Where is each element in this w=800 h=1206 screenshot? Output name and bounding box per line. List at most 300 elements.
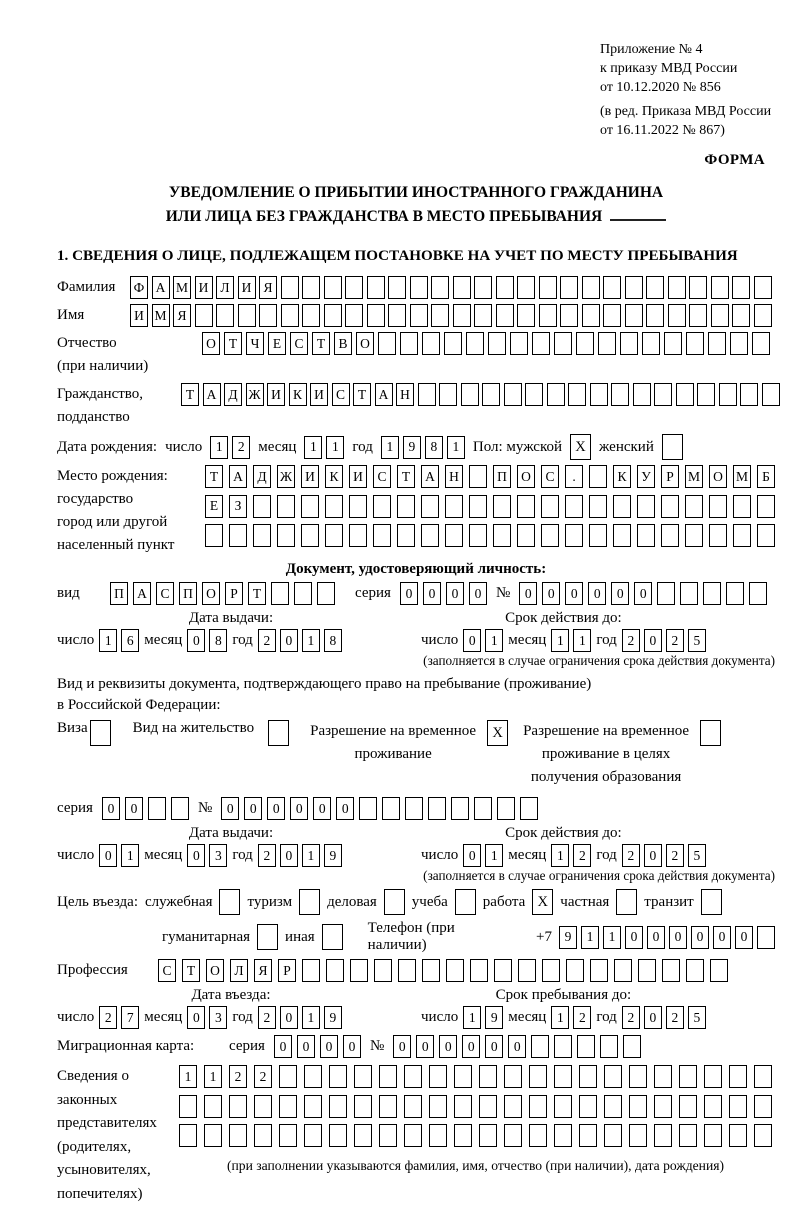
char-cell-empty [281,304,299,327]
profession-row [57,959,775,982]
form-title [57,181,775,229]
migration-number-cells [393,1035,641,1058]
char-cell-filled: 1 [302,844,320,867]
phone-label: Телефон (при наличии) [367,920,455,953]
char-cell-empty [418,383,436,406]
birth-day-cells [210,436,250,459]
purpose-opt-other-label: иная [285,928,315,945]
char-cell-filled: 1 [99,629,117,652]
char-cell-empty [304,1124,322,1147]
char-cell-empty [454,1095,472,1118]
char-cell-filled: 0 [463,629,481,652]
char-cell-empty [729,1124,747,1147]
day-label: число [421,1009,459,1025]
visa-option [57,720,111,746]
month-label: месяц [144,632,183,648]
char-cell-empty [410,304,428,327]
char-cell-empty [642,332,660,355]
char-cell-empty [646,304,664,327]
expiry-date-title: Срок действия до: [505,610,622,626]
year-label: год [596,632,617,648]
birth-year-cells [381,436,465,459]
identity-issue-group [57,610,405,652]
char-cell-empty [590,383,608,406]
char-cell-empty [271,582,289,605]
char-cell-empty [253,524,271,547]
char-cell-filled: С [332,383,350,406]
purpose-opt-transit-label: транзит [644,893,694,910]
char-cell-empty [439,383,457,406]
char-cell-empty [326,959,344,982]
doc-number-cells [519,582,767,605]
char-cell-filled: 0 [400,582,418,605]
char-cell-empty [757,926,775,949]
doc-type-label: вид [57,585,80,601]
char-cell-filled: 0 [267,797,285,820]
char-cell-empty [349,524,367,547]
char-cell-filled: С [373,465,391,488]
phone-prefix: +7 [536,928,552,945]
char-cell-filled: А [229,465,247,488]
char-cell-empty [302,959,320,982]
char-cell-empty [582,304,600,327]
char-cell-empty [638,959,656,982]
char-cell-empty [754,304,772,327]
char-cell-empty [429,1124,447,1147]
char-cell-filled: Ж [246,383,264,406]
expiry-month-cells [551,629,591,652]
char-cell-empty [754,1124,772,1147]
year-label: год [232,632,253,648]
char-cell-empty [730,332,748,355]
char-cell-empty [378,332,396,355]
sex-female-label: женский [599,438,654,455]
char-cell-empty [719,383,737,406]
migration-series-label: серия [229,1038,265,1054]
char-cell-empty [397,495,415,518]
char-cell-filled: Д [224,383,242,406]
char-cell-empty [325,524,343,547]
purpose-opt-humanitarian-label: гуманитарная [162,928,251,945]
checkbox-humanitarian [257,924,278,950]
char-cell-empty [304,1095,322,1118]
char-cell-empty [679,1095,697,1118]
issue-year-cells [258,629,342,652]
char-cell-empty [554,332,572,355]
char-cell-empty [421,495,439,518]
entry-day-cells [99,1006,139,1029]
char-cell-empty [749,582,767,605]
char-cell-empty [479,1095,497,1118]
char-cell-empty [204,1124,222,1147]
stay-year-cells [622,1006,706,1029]
char-cell-empty [229,524,247,547]
char-cell-filled: 0 [274,1035,292,1058]
char-cell-empty [532,332,550,355]
birth-month-cells [304,436,344,459]
char-cell-filled: 1 [463,1006,481,1029]
char-cell-empty [629,1124,647,1147]
char-cell-filled: И [195,276,213,299]
blank-underline [610,206,666,221]
char-cell-filled: 1 [302,629,320,652]
residence-dates [57,825,775,867]
citizenship-label: Гражданство, подданство [57,386,144,425]
char-cell-filled: 2 [254,1065,272,1088]
char-cell-empty [329,1065,347,1088]
purpose-opt-private-label: частная [560,893,610,910]
char-cell-empty [517,524,535,547]
residence-series-cells [102,797,189,820]
birth-date-row [57,434,775,460]
char-cell-empty [554,1095,572,1118]
char-cell-empty [680,582,698,605]
char-cell-filled: 0 [669,926,687,949]
char-cell-filled: 0 [691,926,709,949]
issue-month-cells [187,844,227,867]
char-cell-empty [733,524,751,547]
char-cell-empty [654,1065,672,1088]
char-cell-empty [205,524,223,547]
char-cell-empty [510,332,528,355]
expiry-note: (заполняется в случае ограничения срока действия документа) [423,868,775,883]
char-cell-filled: 8 [209,629,227,652]
char-cell-filled: П [110,582,128,605]
char-cell-filled: 2 [232,436,250,459]
char-cell-empty [410,276,428,299]
checkbox-work: X [532,889,553,915]
char-cell-filled: 0 [644,629,662,652]
char-cell-empty [294,582,312,605]
birth-place-row2 [205,495,775,518]
char-cell-filled: С [541,465,559,488]
char-cell-empty [373,495,391,518]
char-cell-empty [329,1095,347,1118]
forma-label: ФОРМА [704,152,765,168]
char-cell-empty [404,1065,422,1088]
char-cell-empty [504,1065,522,1088]
order-date-line: от 10.12.2020 № 856 [600,80,721,95]
char-cell-empty [710,959,728,982]
char-cell-empty [529,1124,547,1147]
char-cell-empty [379,1124,397,1147]
char-cell-empty [646,276,664,299]
legal-representatives-row [57,1065,775,1206]
char-cell-empty [428,797,446,820]
name-label: Имя [57,307,85,323]
char-cell-empty [539,276,557,299]
char-cell-empty [454,1124,472,1147]
char-cell-empty [517,495,535,518]
char-cell-empty [726,582,744,605]
char-cell-empty [397,524,415,547]
char-cell-empty [517,304,535,327]
year-label: год [232,1009,253,1025]
char-cell-filled: 5 [688,1006,706,1029]
char-cell-filled: А [152,276,170,299]
char-cell-empty [598,332,616,355]
char-cell-filled: И [130,304,148,327]
char-cell-empty [686,959,704,982]
char-cell-filled: 0 [125,797,143,820]
char-cell-empty [301,495,319,518]
char-cell-empty [611,383,629,406]
char-cell-empty [431,276,449,299]
char-cell-filled: 0 [462,1035,480,1058]
char-cell-empty [374,959,392,982]
char-cell-filled: И [301,465,319,488]
char-cell-empty [689,304,707,327]
citizenship-cells [181,383,780,406]
char-cell-filled: 0 [297,1035,315,1058]
char-cell-empty [539,304,557,327]
expiry-year-cells [622,844,706,867]
char-cell-filled: Ж [277,465,295,488]
char-cell-empty [301,524,319,547]
char-cell-empty [529,1065,547,1088]
doc-number-label: № [495,585,511,601]
char-cell-empty [388,304,406,327]
char-cell-empty [204,1095,222,1118]
purpose-opt-official-label: служебная [144,893,213,910]
char-cell-empty [354,1124,372,1147]
day-label: число [57,632,95,648]
entry-date-group [57,987,405,1029]
doc-series-cells [400,582,487,605]
char-cell-filled: 2 [258,629,276,652]
char-cell-filled: 1 [326,436,344,459]
expiry-day-cells [463,629,503,652]
char-cell-filled: 3 [209,1006,227,1029]
checkbox-temp-residence-edu [700,720,721,746]
migration-series-cells [274,1035,361,1058]
char-cell-filled: Т [182,959,200,982]
char-cell-empty [279,1124,297,1147]
char-cell-empty [625,276,643,299]
char-cell-empty [469,524,487,547]
char-cell-filled: 2 [622,1006,640,1029]
issue-day-cells [99,629,139,652]
amendment-line2: от 16.11.2022 № 867) [600,123,725,138]
day-label: число [421,632,459,648]
char-cell-empty [662,959,680,982]
char-cell-filled: 0 [313,797,331,820]
char-cell-filled: Т [224,332,242,355]
char-cell-filled: В [334,332,352,355]
char-cell-filled: 0 [221,797,239,820]
char-cell-filled: М [152,304,170,327]
char-cell-empty [148,797,166,820]
char-cell-empty [590,959,608,982]
char-cell-filled: 2 [99,1006,117,1029]
char-cell-filled: 0 [187,629,205,652]
char-cell-empty [579,1124,597,1147]
char-cell-filled: Е [205,495,223,518]
char-cell-filled: Б [757,465,775,488]
expiry-day-cells [463,844,503,867]
char-cell-empty [654,383,672,406]
char-cell-empty [629,1065,647,1088]
char-cell-empty [517,276,535,299]
char-cell-filled: Т [312,332,330,355]
char-cell-filled: О [517,465,535,488]
entry-year-cells [258,1006,342,1029]
char-cell-empty [685,524,703,547]
char-cell-empty [179,1124,197,1147]
month-label: месяц [508,1009,547,1025]
char-cell-empty [603,276,621,299]
char-cell-filled: 0 [644,1006,662,1029]
year-label: год [232,847,253,863]
char-cell-empty [542,959,560,982]
checkbox-official [219,889,240,915]
char-cell-empty [253,495,271,518]
birth-place-cells [205,465,775,547]
char-cell-filled: Н [445,465,463,488]
char-cell-filled: П [493,465,511,488]
char-cell-empty [504,1124,522,1147]
char-cell-filled: И [310,383,328,406]
char-cell-filled: 1 [210,436,228,459]
stay-month-cells [551,1006,591,1029]
char-cell-empty [324,276,342,299]
char-cell-empty [469,495,487,518]
char-cell-filled: 1 [447,436,465,459]
char-cell-filled: Л [216,276,234,299]
char-cell-empty [493,524,511,547]
char-cell-empty [254,1124,272,1147]
char-cell-filled: 1 [121,844,139,867]
char-cell-empty [497,797,515,820]
char-cell-empty [304,1065,322,1088]
char-cell-filled: 9 [485,1006,503,1029]
char-cell-empty [686,332,704,355]
appendix-line: Приложение № 4 [600,42,703,57]
form-title-line2: ИЛИ ЛИЦА БЕЗ ГРАЖДАНСТВА В МЕСТО ПРЕБЫВАНИЯ [57,205,775,229]
char-cell-empty [541,524,559,547]
checkbox-male: X [570,434,591,460]
char-cell-filled: 0 [343,1035,361,1058]
char-cell-empty [404,1124,422,1147]
char-cell-filled: 8 [425,436,443,459]
char-cell-filled: Ф [130,276,148,299]
char-cell-empty [754,1065,772,1088]
char-cell-filled: М [685,465,703,488]
order-line: к приказу МВД России [600,61,738,76]
char-cell-empty [603,304,621,327]
char-cell-filled: 1 [551,1006,569,1029]
char-cell-empty [620,332,638,355]
char-cell-filled: К [325,465,343,488]
char-cell-empty [494,959,512,982]
purpose-label: Цель въезда: [57,893,138,910]
surname-label: Фамилия [57,279,116,295]
residence-permit-option [133,720,289,746]
residence-number-label: № [197,800,213,816]
char-cell-filled: Р [278,959,296,982]
char-cell-filled: 0 [439,1035,457,1058]
char-cell-filled: 9 [324,844,342,867]
char-cell-empty [350,959,368,982]
char-cell-empty [704,1095,722,1118]
char-cell-filled: Т [181,383,199,406]
char-cell-empty [302,304,320,327]
char-cell-empty [388,276,406,299]
char-cell-empty [474,276,492,299]
char-cell-filled: О [709,465,727,488]
char-cell-filled: О [206,959,224,982]
checkbox-other [322,924,343,950]
year-label: год [352,438,373,455]
char-cell-empty [711,276,729,299]
stay-day-cells [463,1006,503,1029]
char-cell-filled: 1 [381,436,399,459]
char-cell-filled: 0 [463,844,481,867]
char-cell-empty [469,465,487,488]
doc-series-label: серия [355,585,391,601]
char-cell-empty [479,1124,497,1147]
char-cell-empty [520,797,538,820]
char-cell-empty [496,304,514,327]
char-cell-empty [554,1065,572,1088]
identity-doc-row [57,582,775,605]
char-cell-filled: 2 [258,844,276,867]
char-cell-filled: Я [254,959,272,982]
residence-permit-label: Вид на жительство [132,720,255,736]
char-cell-filled: У [637,465,655,488]
purpose-opt-business-label: деловая [327,893,377,910]
char-cell-empty [359,797,377,820]
char-cell-empty [531,1035,549,1058]
char-cell-empty [565,495,583,518]
char-cell-empty [496,276,514,299]
char-cell-empty [589,495,607,518]
stay-until-group [421,987,706,1029]
char-cell-empty [504,1095,522,1118]
char-cell-empty [329,1124,347,1147]
name-row [57,304,775,327]
char-cell-empty [732,276,750,299]
char-cell-filled: 0 [280,1006,298,1029]
citizenship-row [57,383,775,429]
day-label: число [165,438,203,455]
char-cell-filled: 0 [508,1035,526,1058]
char-cell-empty [229,1095,247,1118]
char-cell-empty [579,1095,597,1118]
char-cell-filled: 0 [393,1035,411,1058]
char-cell-empty [708,332,726,355]
residence-series-label: серия [57,800,93,816]
char-cell-filled: 0 [588,582,606,605]
char-cell-empty [613,524,631,547]
doc-type-cells [110,582,335,605]
char-cell-empty [604,1065,622,1088]
form-title-line1: УВЕДОМЛЕНИЕ О ПРИБЫТИИ ИНОСТРАННОГО ГРАЖДАНИНА [168,184,664,201]
char-cell-filled: 0 [187,1006,205,1029]
char-cell-filled: П [179,582,197,605]
char-cell-filled: 1 [551,629,569,652]
char-cell-empty [732,304,750,327]
char-cell-filled: Т [205,465,223,488]
char-cell-filled: А [375,383,393,406]
char-cell-empty [668,276,686,299]
char-cell-filled: 0 [336,797,354,820]
purpose-row1 [57,889,775,915]
char-cell-empty [604,1095,622,1118]
char-cell-filled: 2 [622,629,640,652]
char-cell-empty [444,332,462,355]
char-cell-empty [373,524,391,547]
